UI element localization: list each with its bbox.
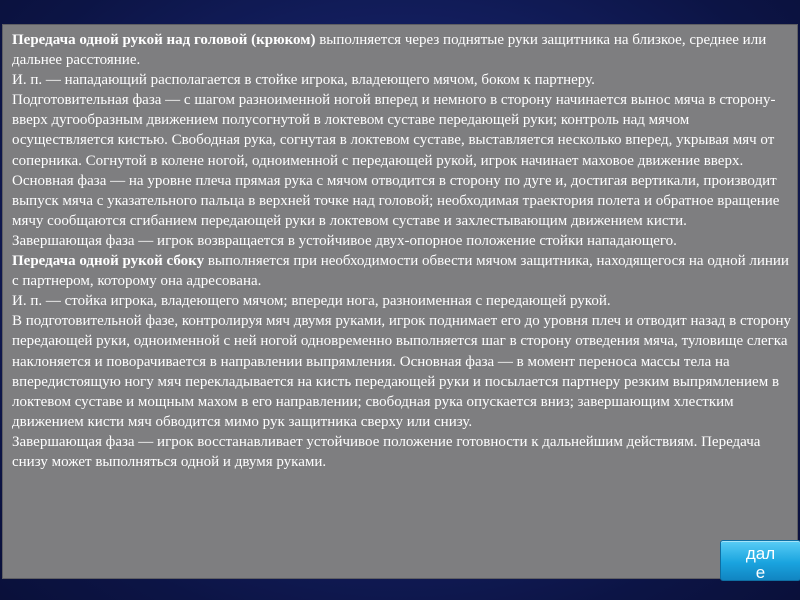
slide-text xyxy=(12,30,794,472)
paragraph-final-phase xyxy=(12,231,794,251)
paragraph-text: Завершающая фаза — игрок восстанавливает устойчивое положение готовности к дальнейшим действиям. Передача снизу может выполняться одной и двумя руками. xyxy=(12,433,761,470)
paragraph-side-pass xyxy=(12,251,794,291)
paragraph-text: И. п. — нападающий располагается в стойке игрока, владеющего мячом, боком к партнеру. xyxy=(12,72,595,89)
paragraph-text: выполняется через поднятые руки защитника на близкое, среднее или дальнее расстояние. xyxy=(12,32,767,69)
paragraph-text: В подготовительной фазе, контролируя мяч двумя руками, игрок поднимает его до уровня плеч и отводит назад в сторону передающей руки, одноименной с ней ногой одновременно выполняется шаг в сторону отведения мяча, туловище слегка наклоняется и поворачивается в направлении выпрямления. Основная фаза — в момент переноса массы тела на впередистоящую ногу мяч перекладывается на кисть передающей руки и посылается партнеру резким выпрямлением в локтевом суставе и мощным махом в его направлении; свободная рука опускается вниз; завершающим хлестким движением кисти мяч обводится мимо рук защитника сверху или снизу. xyxy=(12,313,791,430)
paragraph-preparatory-phase xyxy=(12,90,794,170)
paragraph-initial-position xyxy=(12,70,794,90)
paragraph-text: выполняется при необходимости обвести мячом защитника, находящегося на одной линии с партнером, которому она адресована. xyxy=(12,253,789,290)
next-button[interactable] xyxy=(720,540,800,581)
paragraph-text: Подготовительная фаза — с шагом разноименной ногой вперед и немного в сторону начинается вынос мяча в сторону-вверх дугообразным движением полусогнутой в локтевом суставе передающей руки; контроль над мячом осуществляется кистью. Свободная рука, согнутая в локтевом суставе, выставляется несколько вперед, укрывая мяч от соперника. Согнутой в колене ногой, одноименной с передающей рукой, игрок начинает маховое движение вверх. xyxy=(12,92,776,169)
slide-text-box xyxy=(2,24,798,579)
paragraph-overhead-pass xyxy=(12,30,794,70)
next-button-label-wrap: е xyxy=(755,563,766,582)
paragraph-text: И. п. — стойка игрока, владеющего мячом; впереди нога, разноименная с передающей рукой. xyxy=(12,293,611,310)
next-button-label: дал xyxy=(745,544,776,563)
paragraph-text: Основная фаза — на уровне плеча прямая рука с мячом отводится в сторону по дуге и, достигая вертикали, производит выпуск мяча с указательного пальца в верхней точке над головой; необходимая траектория полета и обратное вращение мячу сообщаются сгибанием передающей руки в локтевом суставе и захлестывающим движением кисти. xyxy=(12,172,780,229)
paragraph-text: Завершающая фаза — игрок возвращается в устойчивое двух-опорное положение стойки нападающего. xyxy=(12,232,677,249)
paragraph-side-phases xyxy=(12,311,794,432)
term-side-pass: Передача одной рукой сбоку xyxy=(12,253,205,270)
paragraph-main-phase xyxy=(12,171,794,231)
paragraph-side-final-phase xyxy=(12,432,794,472)
term-overhead-pass: Передача одной рукой над головой (крюком) xyxy=(12,32,316,48)
paragraph-side-initial-position xyxy=(12,291,794,311)
